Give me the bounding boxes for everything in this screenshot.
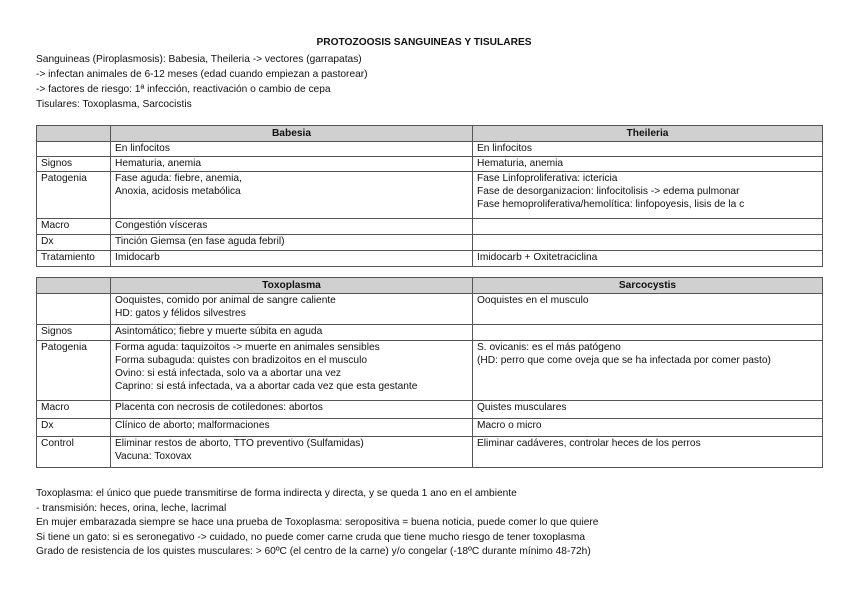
table-row bbox=[37, 235, 823, 251]
cell-line: Macro o micro bbox=[477, 420, 542, 431]
table-cell bbox=[111, 401, 473, 419]
cell-line: Hematuria, anemia bbox=[477, 158, 564, 169]
row-label: Tratamiento bbox=[37, 251, 111, 267]
intro-line: Sanguineas (Piroplasmosis): Babesia, Theileria -> vectores (garrapatas) bbox=[36, 54, 362, 65]
row-label: Signos bbox=[37, 157, 111, 172]
table-cell bbox=[111, 419, 473, 437]
cell-line: Forma subaguda: quistes con bradizoitos en el musculo bbox=[115, 355, 367, 366]
table-cell bbox=[111, 235, 473, 251]
cell-line: (HD: perro que come oveja que se ha infectada por comer pasto) bbox=[477, 355, 771, 366]
babesia-theileria-table bbox=[36, 125, 823, 267]
row-label: Control bbox=[37, 437, 111, 468]
cell-line: HD: gatos y félidos silvestres bbox=[115, 308, 246, 319]
table-cell bbox=[111, 172, 473, 219]
intro-text bbox=[36, 52, 368, 112]
table-cell bbox=[473, 172, 823, 219]
table-cell bbox=[473, 157, 823, 172]
footer-notes bbox=[36, 487, 598, 560]
table-header-row bbox=[37, 278, 823, 294]
table-row bbox=[37, 219, 823, 235]
footer-line: En mujer embarazada siempre se hace una prueba de Toxoplasma: seropositiva = buena noticia, puede comer lo que quiere bbox=[36, 517, 599, 528]
row-label: Macro bbox=[37, 401, 111, 419]
table-header-sarcocystis: Sarcocystis bbox=[473, 278, 823, 294]
table-cell bbox=[473, 219, 823, 235]
cell-line: Quistes musculares bbox=[477, 402, 567, 413]
row-label bbox=[37, 294, 111, 325]
row-label bbox=[37, 142, 111, 157]
cell-line: Fase aguda: fiebre, anemia, bbox=[115, 173, 242, 184]
table-cell bbox=[111, 437, 473, 468]
table-row bbox=[37, 294, 823, 325]
row-label: Dx bbox=[37, 419, 111, 437]
table-row bbox=[37, 325, 823, 341]
cell-line: Eliminar cadáveres, controlar heces de los perros bbox=[477, 438, 701, 449]
cell-line: Tinción Giemsa (en fase aguda febril) bbox=[115, 236, 285, 247]
row-label: Macro bbox=[37, 219, 111, 235]
cell-line: Ooquistes en el musculo bbox=[477, 295, 589, 306]
intro-line: -> factores de riesgo: 1ª infección, reactivación o cambio de cepa bbox=[36, 84, 331, 95]
table-row bbox=[37, 437, 823, 468]
cell-line: Fase de desorganizacion: linfocitolisis -> edema pulmonar bbox=[477, 186, 740, 197]
table-row bbox=[37, 419, 823, 437]
intro-line: -> infectan animales de 6-12 meses (edad cuando empiezan a pastorear) bbox=[36, 69, 368, 80]
table-row bbox=[37, 157, 823, 172]
table-cell bbox=[473, 294, 823, 325]
cell-line: Ooquistes, comido por animal de sangre caliente bbox=[115, 295, 336, 306]
table-row bbox=[37, 172, 823, 219]
table-cell bbox=[111, 219, 473, 235]
table-row bbox=[37, 142, 823, 157]
table-body bbox=[37, 142, 823, 267]
table-cell bbox=[473, 142, 823, 157]
footer-line: - transmisión: heces, orina, leche, lacrimal bbox=[36, 502, 227, 514]
cell-line: S. ovicanis: es el más patógeno bbox=[477, 342, 621, 353]
table-cell bbox=[111, 142, 473, 157]
row-label: Patogenia bbox=[37, 341, 111, 401]
table-cell bbox=[473, 437, 823, 468]
table-cell bbox=[473, 251, 823, 267]
toxoplasma-sarcocystis-table bbox=[36, 277, 823, 468]
table-body bbox=[37, 294, 823, 468]
page-title: PROTOZOOSIS SANGUINEAS Y TISULARES bbox=[316, 37, 532, 48]
row-label: Signos bbox=[37, 325, 111, 341]
cell-line: Congestión vísceras bbox=[115, 220, 208, 231]
cell-line: Placenta con necrosis de cotiledones: abortos bbox=[115, 402, 323, 413]
table-cell bbox=[111, 325, 473, 341]
table-cell bbox=[473, 235, 823, 251]
table-cell bbox=[473, 401, 823, 419]
table-header-theileria: Theileria bbox=[473, 126, 823, 142]
cell-line: Caprino: si está infectada, va a abortar cada vez que esta gestante bbox=[115, 381, 418, 392]
table-row bbox=[37, 251, 823, 267]
cell-line: Asintomático; fiebre y muerte súbita en aguda bbox=[115, 326, 323, 337]
table-cell bbox=[111, 294, 473, 325]
cell-line: Ovino: si está infectada, solo va a abortar una vez bbox=[115, 368, 341, 379]
cell-line: Vacuna: Toxovax bbox=[115, 451, 192, 462]
cell-line: Clínico de aborto; malformaciones bbox=[115, 420, 270, 431]
row-label: Patogenia bbox=[37, 172, 111, 219]
table-row bbox=[37, 401, 823, 419]
footer-line: Si tiene un gato: si es seronegativo -> cuidado, no puede comer carne cruda que tiene mucho riesgo de tener toxoplasma bbox=[36, 531, 586, 543]
footer-line: Toxoplasma: el único que puede transmitirse de forma indirecta y directa, y se queda 1 ano en el ambiente bbox=[36, 488, 517, 499]
footer-line: Grado de resistencia de los quistes musculares: > 60ºC (el centro de la carne) y/o congelar (-18ºC durante mínimo 48-72h) bbox=[36, 546, 591, 557]
table-header-corner bbox=[37, 126, 111, 142]
table-cell bbox=[473, 325, 823, 341]
row-label: Dx bbox=[37, 235, 111, 251]
table-cell bbox=[111, 341, 473, 401]
table-header-row bbox=[37, 126, 823, 142]
cell-line: Hematuria, anemia bbox=[115, 158, 202, 169]
cell-line: Anoxia, acidosis metabólica bbox=[115, 186, 241, 197]
table-header-toxoplasma: Toxoplasma bbox=[111, 278, 473, 294]
intro-line: Tisulares: Toxoplasma, Sarcocistis bbox=[36, 99, 192, 110]
table-header-corner bbox=[37, 278, 111, 294]
cell-line: Imidocarb bbox=[115, 252, 160, 263]
table-cell bbox=[473, 419, 823, 437]
table-cell bbox=[473, 341, 823, 401]
cell-line: Imidocarb + Oxitetraciclina bbox=[477, 252, 598, 263]
cell-line: Forma aguda: taquizoitos -> muerte en animales sensibles bbox=[115, 342, 380, 353]
cell-line: Fase Linfoproliferativa: ictericia bbox=[477, 173, 618, 184]
table-cell bbox=[111, 157, 473, 172]
table-header-babesia: Babesia bbox=[111, 126, 473, 142]
table-row bbox=[37, 341, 823, 401]
cell-line: En linfocitos bbox=[477, 143, 532, 154]
cell-line: Fase hemoproliferativa/hemolítica: linfopoyesis, lisis de la c bbox=[477, 199, 745, 210]
table-cell bbox=[111, 251, 473, 267]
cell-line: En linfocitos bbox=[115, 143, 170, 154]
cell-line: Eliminar restos de aborto, TTO preventivo (Sulfamidas) bbox=[115, 438, 364, 449]
